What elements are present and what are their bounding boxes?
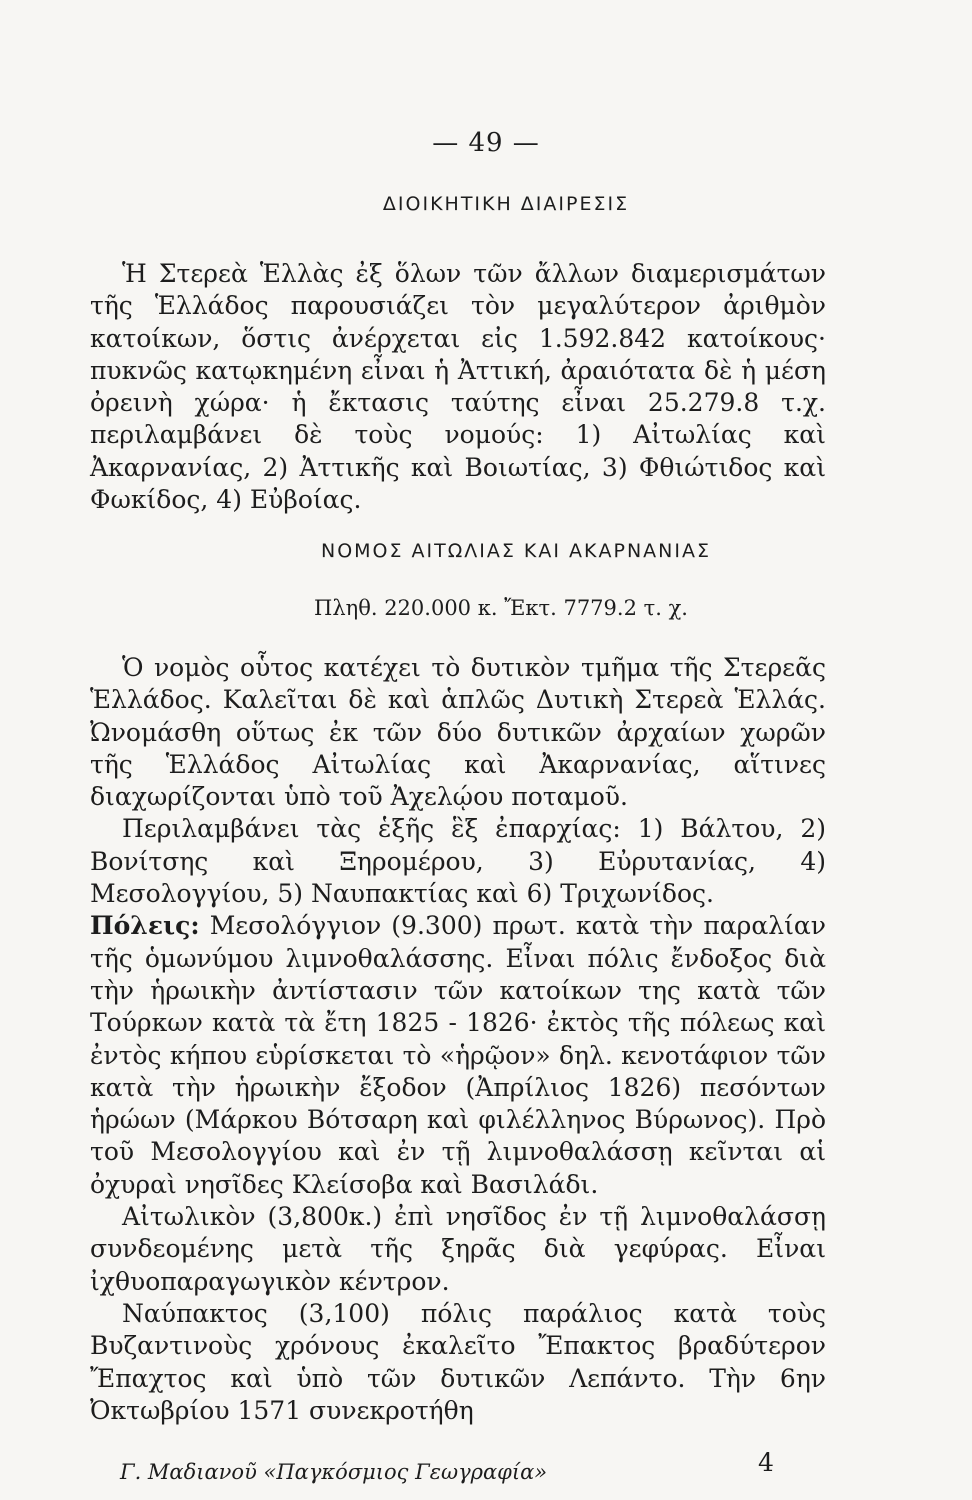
poleis-text: Μεσολόγγιον (9.300) πρωτ. κατὰ τὴν παραλίαν τῆς ὁμωνύμου λιμνοθαλάσσης. Εἶναι πόλις ἔνδοξος διὰ τὴν ἡρωικὴν ἀντίστασιν τῶν κατοίκων της κατὰ τῶν Τούρκων κατὰ τὰ ἔτη 1825 - 1826· ἐκτὸς τῆς πόλεως καὶ ἐντὸς κήπου εὑρίσκεται τὸ «ἡρῷον» δηλ. κενοτάφιον τῶν κατὰ τὴν ἡρωικὴν ἔξοδον (Ἀπρίλιος 1826) πεσόντων ἡρώων (Μάρκου Βότσαρη καὶ φιλέλληνος Βύρωνος). Πρὸ τοῦ Μεσολογγίου καὶ ἐν τῇ λιμνοθαλάσσῃ κεῖνται αἱ ὀχυραὶ νησῖδες Κλείσοβα καὶ Βασιλάδι. <box>90 911 826 1199</box>
paragraph-aitolikon: Αἰτωλικὸν (3,800κ.) ἐπὶ νησῖδος ἐν τῇ λιμνοθαλάσσῃ συνδεομένης μετὰ τῆς ξηρᾶς διὰ γεφύρας. Εἶναι ἰχθυοπαραγωγικὸν κέντρον. <box>90 1202 826 1296</box>
paragraph-nomos: Ὁ νομὸς οὗτος κατέχει τὸ δυτικὸν τμῆμα τῆς Στερεᾶς Ἑλλάδος. Καλεῖται δὲ καὶ ἁπλῶς Δυτικὴ Στερεὰ Ἑλλάς. Ὠνομάσθη οὕτως ἐκ τῶν δύο δυτικῶν ἀρχαίων χωρῶν τῆς Ἑλλάδος Αἰτωλίας καὶ Ἀκαρνανίας, αἵτινες διαχωρίζονται ὑπὸ τοῦ Ἀχελῴου ποταμοῦ. <box>90 653 826 812</box>
body-text <box>90 652 826 1427</box>
intro-paragraph <box>90 258 826 516</box>
paragraph-poleis <box>90 910 826 1201</box>
footer-credit: Γ. Μαδιανοῦ «Παγκόσμιος Γεωγραφία» <box>120 1460 548 1484</box>
paragraph-eparchies: Περιλαμβάνει τὰς ἑξῆς ἓξ ἐπαρχίας: 1) Βάλτου, 2) Βονίτσης καὶ Ξηρομέρου, 3) Εὐρυτανίας, 4) Μεσολογγίου, 5) Ναυπακτίας καὶ 6) Τριχωνίδος. <box>90 814 826 909</box>
intro-text: Ἡ Στερεὰ Ἑλλὰς ἐξ ὅλων τῶν ἄλλων διαμερισμάτων τῆς Ἑλλάδος παρουσιάζει τὸν μεγαλύτερον ἀριθμὸν κατοίκων, ὅστις ἀνέρχεται εἰς 1.592.842 κατοίκους· πυκνῶς κατῳκημένη εἶναι ἡ Ἀττική, ἀραιότατα δὲ ἡ μέση ὀρεινὴ χώρα· ἡ ἔκτασις ταύτης εἶναι 25.279.8 τ.χ. περιλαμβάνει δὲ τοὺς νομούς: 1) Αἰτωλίας καὶ Ἀκαρνανίας, 2) Ἀττικῆς καὶ Βοιωτίας, 3) Φθιώτιδος καὶ Φωκίδος, 4) Εὐβοίας. <box>90 259 826 515</box>
section-heading-prefecture: ΝΟΜΟΣ ΑΙΤΩΛΙΑΣ ΚΑΙ ΑΚΑΡΝΑΝΙΑΣ <box>321 540 711 562</box>
poleis-lead: Πόλεις: <box>90 911 200 941</box>
section-heading-division: ΔΙΟΙΚΗΤΙΚΗ ΔΙΑΙΡΕΣΙΣ <box>382 193 630 215</box>
signature-mark: 4 <box>758 1448 774 1477</box>
page-number: — 49 — <box>432 128 540 158</box>
stats-line: Πληθ. 220.000 κ. Ἔκτ. 7779.2 τ. χ. <box>314 596 688 620</box>
paragraph-nafpaktos: Ναύπακτος (3,100) πόλις παράλιος κατὰ τοὺς Βυζαντινοὺς χρόνους ἐκαλεῖτο Ἔπακτος βραδύτερον Ἔπαχτος καὶ ὑπὸ τῶν δυτικῶν Λεπάντο. Τὴν 6ην Ὀκτωβρίου 1571 συνεκροτήθη <box>90 1298 826 1425</box>
